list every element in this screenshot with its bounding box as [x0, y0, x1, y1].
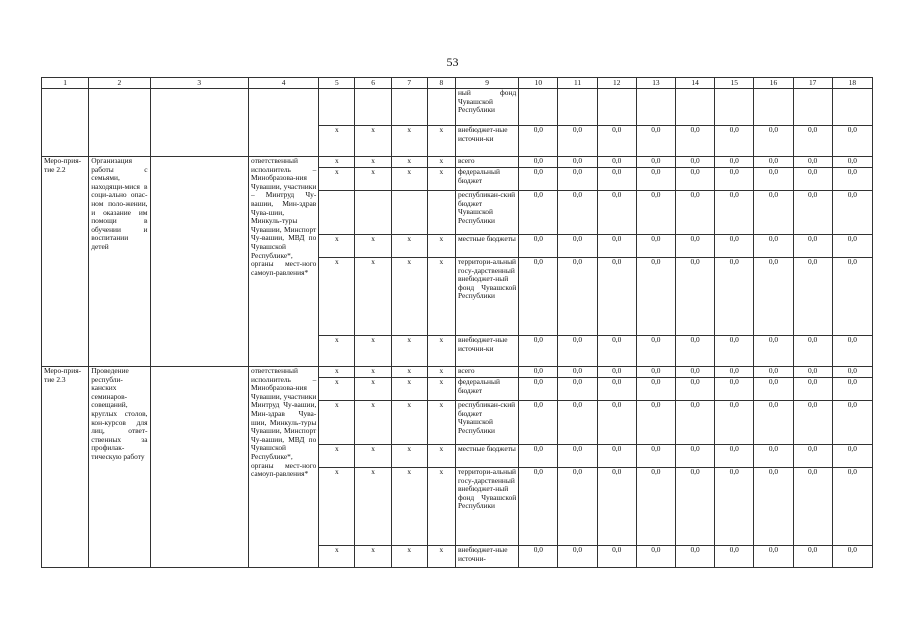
value-cell: 0,0: [715, 235, 754, 258]
value-cell: 0,0: [715, 546, 754, 568]
x-mark-cell: x: [427, 378, 455, 401]
value-cell: 0,0: [597, 546, 636, 568]
value-cell: 0,0: [558, 445, 597, 468]
x-mark-cell: x: [319, 168, 355, 191]
value-cell: 0,0: [636, 445, 675, 468]
source-cell: местные бюджеты: [455, 235, 518, 258]
value-cell: 0,0: [715, 126, 754, 157]
continuation-cell: [150, 89, 248, 157]
column-header: 8: [427, 78, 455, 89]
value-cell: 0,0: [675, 401, 714, 445]
column-header: 4: [248, 78, 318, 89]
value-cell: 0,0: [597, 258, 636, 336]
value-cell: 0,0: [519, 336, 558, 367]
value-cell: 0,0: [754, 235, 793, 258]
value-cell: 0,0: [715, 258, 754, 336]
x-mark-cell: x: [319, 367, 355, 378]
value-cell: 0,0: [715, 367, 754, 378]
source-cell: местные бюджеты: [455, 445, 518, 468]
value-cell: 0,0: [832, 401, 872, 445]
value-cell: 0,0: [558, 191, 597, 235]
x-mark-cell: x: [427, 445, 455, 468]
x-mark-cell: x: [319, 401, 355, 445]
value-cell: 0,0: [558, 367, 597, 378]
value-cell: 0,0: [754, 468, 793, 546]
value-cell: 0,0: [636, 401, 675, 445]
value-cell: [636, 89, 675, 126]
x-mark-cell: x: [391, 445, 427, 468]
value-cell: 0,0: [793, 168, 832, 191]
value-cell: 0,0: [793, 126, 832, 157]
header-row: [42, 78, 873, 89]
column-header: 18: [832, 78, 872, 89]
value-cell: 0,0: [675, 235, 714, 258]
value-cell: 0,0: [519, 235, 558, 258]
value-cell: 0,0: [675, 157, 714, 168]
x-mark-cell: [427, 191, 455, 235]
x-mark-cell: x: [427, 401, 455, 445]
x-mark-cell: x: [355, 336, 391, 367]
value-cell: 0,0: [754, 258, 793, 336]
value-cell: [519, 89, 558, 126]
value-cell: 0,0: [597, 468, 636, 546]
table-row: [42, 367, 873, 378]
value-cell: 0,0: [754, 191, 793, 235]
x-mark-cell: x: [319, 468, 355, 546]
value-cell: 0,0: [793, 378, 832, 401]
x-mark-cell: x: [319, 445, 355, 468]
column-header: 16: [754, 78, 793, 89]
x-mark-cell: x: [319, 336, 355, 367]
value-cell: 0,0: [832, 367, 872, 378]
value-cell: 0,0: [715, 157, 754, 168]
value-cell: 0,0: [519, 157, 558, 168]
table-row: [42, 89, 873, 126]
value-cell: 0,0: [675, 546, 714, 568]
x-mark-cell: x: [355, 546, 391, 568]
continuation-cell: [89, 89, 150, 157]
value-cell: 0,0: [519, 168, 558, 191]
source-cell: территори-альный госу-дарственный внебюджет-ный фонд Чувашской Республики: [455, 258, 518, 336]
measure-name: Организация работы с семьями, находящи-мися в соци-ально опас-ном поло-жении, и оказание им помощи в обучении и воспитании детей: [89, 157, 150, 367]
column-header: 12: [597, 78, 636, 89]
x-mark-cell: x: [391, 235, 427, 258]
value-cell: 0,0: [715, 191, 754, 235]
x-mark-cell: x: [427, 336, 455, 367]
value-cell: 0,0: [558, 235, 597, 258]
value-cell: 0,0: [832, 445, 872, 468]
x-mark-cell: [427, 89, 455, 126]
value-cell: 0,0: [519, 401, 558, 445]
value-cell: 0,0: [558, 168, 597, 191]
value-cell: 0,0: [754, 367, 793, 378]
empty-cell: [150, 367, 248, 568]
value-cell: 0,0: [558, 546, 597, 568]
value-cell: [832, 89, 872, 126]
value-cell: 0,0: [558, 468, 597, 546]
x-mark-cell: x: [427, 168, 455, 191]
value-cell: 0,0: [597, 235, 636, 258]
value-cell: 0,0: [754, 126, 793, 157]
x-mark-cell: x: [355, 445, 391, 468]
value-cell: 0,0: [675, 468, 714, 546]
x-mark-cell: [391, 89, 427, 126]
value-cell: 0,0: [519, 468, 558, 546]
value-cell: 0,0: [519, 191, 558, 235]
x-mark-cell: [319, 191, 355, 235]
empty-cell: [150, 157, 248, 367]
value-cell: 0,0: [754, 445, 793, 468]
column-header: 10: [519, 78, 558, 89]
value-cell: 0,0: [636, 258, 675, 336]
value-cell: [675, 89, 714, 126]
x-mark-cell: x: [355, 157, 391, 168]
value-cell: 0,0: [675, 258, 714, 336]
value-cell: 0,0: [832, 168, 872, 191]
value-cell: 0,0: [519, 258, 558, 336]
column-header: 15: [715, 78, 754, 89]
x-mark-cell: x: [355, 258, 391, 336]
value-cell: 0,0: [675, 336, 714, 367]
value-cell: 0,0: [715, 336, 754, 367]
value-cell: 0,0: [754, 546, 793, 568]
x-mark-cell: x: [319, 126, 355, 157]
value-cell: 0,0: [675, 367, 714, 378]
value-cell: 0,0: [675, 126, 714, 157]
value-cell: 0,0: [754, 157, 793, 168]
value-cell: 0,0: [636, 157, 675, 168]
value-cell: 0,0: [832, 336, 872, 367]
measure-executor: ответственный исполнитель – Минобразова-ния Чувашии, участники – Минтруд Чу-вашии, Мин-здрав Чува-шии, Минкуль-туры Чувашии, Минспорт Чу-вашии, МВД по Чувашской Республике*, органы мест-ного самоуп-равления*: [248, 157, 318, 367]
x-mark-cell: [355, 89, 391, 126]
value-cell: 0,0: [715, 445, 754, 468]
measure-code: Меро-прия-тие 2.3: [42, 367, 89, 568]
value-cell: 0,0: [636, 168, 675, 191]
source-cell: внебюджет-ные источни-ки: [455, 126, 518, 157]
column-header: 6: [355, 78, 391, 89]
value-cell: 0,0: [636, 468, 675, 546]
value-cell: 0,0: [558, 126, 597, 157]
x-mark-cell: x: [319, 235, 355, 258]
source-cell: федеральный бюджет: [455, 168, 518, 191]
value-cell: 0,0: [519, 126, 558, 157]
source-cell: ный фонд Чувашской Республики: [455, 89, 518, 126]
source-cell: республикан-ский бюджет Чувашской Республики: [455, 401, 518, 445]
x-mark-cell: x: [319, 378, 355, 401]
x-mark-cell: x: [391, 401, 427, 445]
value-cell: 0,0: [832, 546, 872, 568]
value-cell: 0,0: [597, 191, 636, 235]
continuation-cell: [42, 89, 89, 157]
value-cell: 0,0: [832, 258, 872, 336]
x-mark-cell: x: [427, 367, 455, 378]
value-cell: 0,0: [519, 445, 558, 468]
x-mark-cell: x: [319, 258, 355, 336]
source-cell: внебюджет-ные источни-ки: [455, 336, 518, 367]
value-cell: 0,0: [597, 401, 636, 445]
column-header: 9: [455, 78, 518, 89]
value-cell: 0,0: [558, 378, 597, 401]
source-cell: внебюджет-ные источни-: [455, 546, 518, 568]
value-cell: 0,0: [793, 367, 832, 378]
value-cell: 0,0: [597, 336, 636, 367]
value-cell: 0,0: [793, 445, 832, 468]
x-mark-cell: x: [391, 157, 427, 168]
value-cell: 0,0: [832, 235, 872, 258]
x-mark-cell: x: [391, 546, 427, 568]
value-cell: 0,0: [715, 168, 754, 191]
column-header: 1: [42, 78, 89, 89]
value-cell: 0,0: [675, 191, 714, 235]
x-mark-cell: [355, 191, 391, 235]
x-mark-cell: x: [355, 401, 391, 445]
value-cell: 0,0: [636, 367, 675, 378]
measure-executor: ответственный исполнитель – Минобразова-ния Чувашии, участники Минтруд Чу-вашии, Мин-здрав Чува-шии, Минкуль-туры Чувашии, Минспорт Чу-вашии, МВД по Чувашской Республике*, органы мест-ного самоуп-равления*: [248, 367, 318, 568]
value-cell: 0,0: [597, 126, 636, 157]
x-mark-cell: x: [391, 336, 427, 367]
value-cell: 0,0: [558, 258, 597, 336]
measure-name: Проведение республи-канских семинаров-совещаний, круглых столов, кон-курсов для лиц, ответ-ственных за профилак-тическую работу: [89, 367, 150, 568]
value-cell: 0,0: [793, 191, 832, 235]
value-cell: 0,0: [519, 378, 558, 401]
value-cell: 0,0: [832, 157, 872, 168]
value-cell: 0,0: [558, 336, 597, 367]
table-row: [42, 157, 873, 168]
x-mark-cell: x: [427, 258, 455, 336]
x-mark-cell: [319, 89, 355, 126]
value-cell: [793, 89, 832, 126]
page-number: 53: [446, 55, 459, 69]
value-cell: [558, 89, 597, 126]
value-cell: 0,0: [675, 168, 714, 191]
x-mark-cell: x: [391, 168, 427, 191]
value-cell: 0,0: [597, 168, 636, 191]
value-cell: [597, 89, 636, 126]
value-cell: 0,0: [832, 378, 872, 401]
source-cell: республикан-ский бюджет Чувашской Республики: [455, 191, 518, 235]
value-cell: 0,0: [636, 336, 675, 367]
value-cell: 0,0: [793, 258, 832, 336]
column-header: 7: [391, 78, 427, 89]
value-cell: 0,0: [793, 468, 832, 546]
value-cell: 0,0: [519, 546, 558, 568]
value-cell: 0,0: [636, 126, 675, 157]
continuation-cell: [248, 89, 318, 157]
value-cell: 0,0: [832, 126, 872, 157]
source-cell: территори-альный госу-дарственный внебюджет-ный фонд Чувашской Республики: [455, 468, 518, 546]
measure-code: Меро-прия-тие 2.2: [42, 157, 89, 367]
value-cell: 0,0: [636, 378, 675, 401]
value-cell: 0,0: [597, 378, 636, 401]
x-mark-cell: x: [391, 258, 427, 336]
value-cell: 0,0: [558, 157, 597, 168]
value-cell: 0,0: [715, 401, 754, 445]
source-cell: всего: [455, 367, 518, 378]
source-cell: федеральный бюджет: [455, 378, 518, 401]
column-header: 17: [793, 78, 832, 89]
x-mark-cell: x: [355, 468, 391, 546]
column-header: 2: [89, 78, 150, 89]
value-cell: 0,0: [832, 191, 872, 235]
value-cell: 0,0: [715, 468, 754, 546]
x-mark-cell: x: [355, 168, 391, 191]
column-header: 5: [319, 78, 355, 89]
x-mark-cell: x: [391, 468, 427, 546]
value-cell: 0,0: [793, 546, 832, 568]
value-cell: 0,0: [754, 401, 793, 445]
source-cell: всего: [455, 157, 518, 168]
x-mark-cell: x: [427, 235, 455, 258]
value-cell: [754, 89, 793, 126]
value-cell: 0,0: [558, 401, 597, 445]
column-header: 13: [636, 78, 675, 89]
value-cell: 0,0: [597, 157, 636, 168]
value-cell: 0,0: [636, 546, 675, 568]
x-mark-cell: [391, 191, 427, 235]
value-cell: 0,0: [754, 168, 793, 191]
column-header: 11: [558, 78, 597, 89]
value-cell: 0,0: [675, 378, 714, 401]
value-cell: 0,0: [754, 378, 793, 401]
x-mark-cell: x: [319, 157, 355, 168]
x-mark-cell: x: [355, 367, 391, 378]
value-cell: 0,0: [675, 445, 714, 468]
value-cell: 0,0: [636, 191, 675, 235]
value-cell: 0,0: [793, 157, 832, 168]
value-cell: 0,0: [636, 235, 675, 258]
x-mark-cell: x: [391, 367, 427, 378]
x-mark-cell: x: [427, 546, 455, 568]
x-mark-cell: x: [427, 157, 455, 168]
x-mark-cell: x: [391, 378, 427, 401]
x-mark-cell: x: [355, 235, 391, 258]
column-header: 14: [675, 78, 714, 89]
budget-table: [41, 77, 873, 568]
column-header: 3: [150, 78, 248, 89]
value-cell: 0,0: [793, 401, 832, 445]
value-cell: 0,0: [793, 235, 832, 258]
x-mark-cell: x: [355, 378, 391, 401]
value-cell: 0,0: [597, 445, 636, 468]
value-cell: 0,0: [754, 336, 793, 367]
value-cell: [715, 89, 754, 126]
value-cell: 0,0: [519, 367, 558, 378]
x-mark-cell: x: [427, 126, 455, 157]
x-mark-cell: x: [391, 126, 427, 157]
value-cell: 0,0: [597, 367, 636, 378]
x-mark-cell: x: [427, 468, 455, 546]
value-cell: 0,0: [832, 468, 872, 546]
value-cell: 0,0: [715, 378, 754, 401]
x-mark-cell: x: [319, 546, 355, 568]
value-cell: 0,0: [793, 336, 832, 367]
x-mark-cell: x: [355, 126, 391, 157]
